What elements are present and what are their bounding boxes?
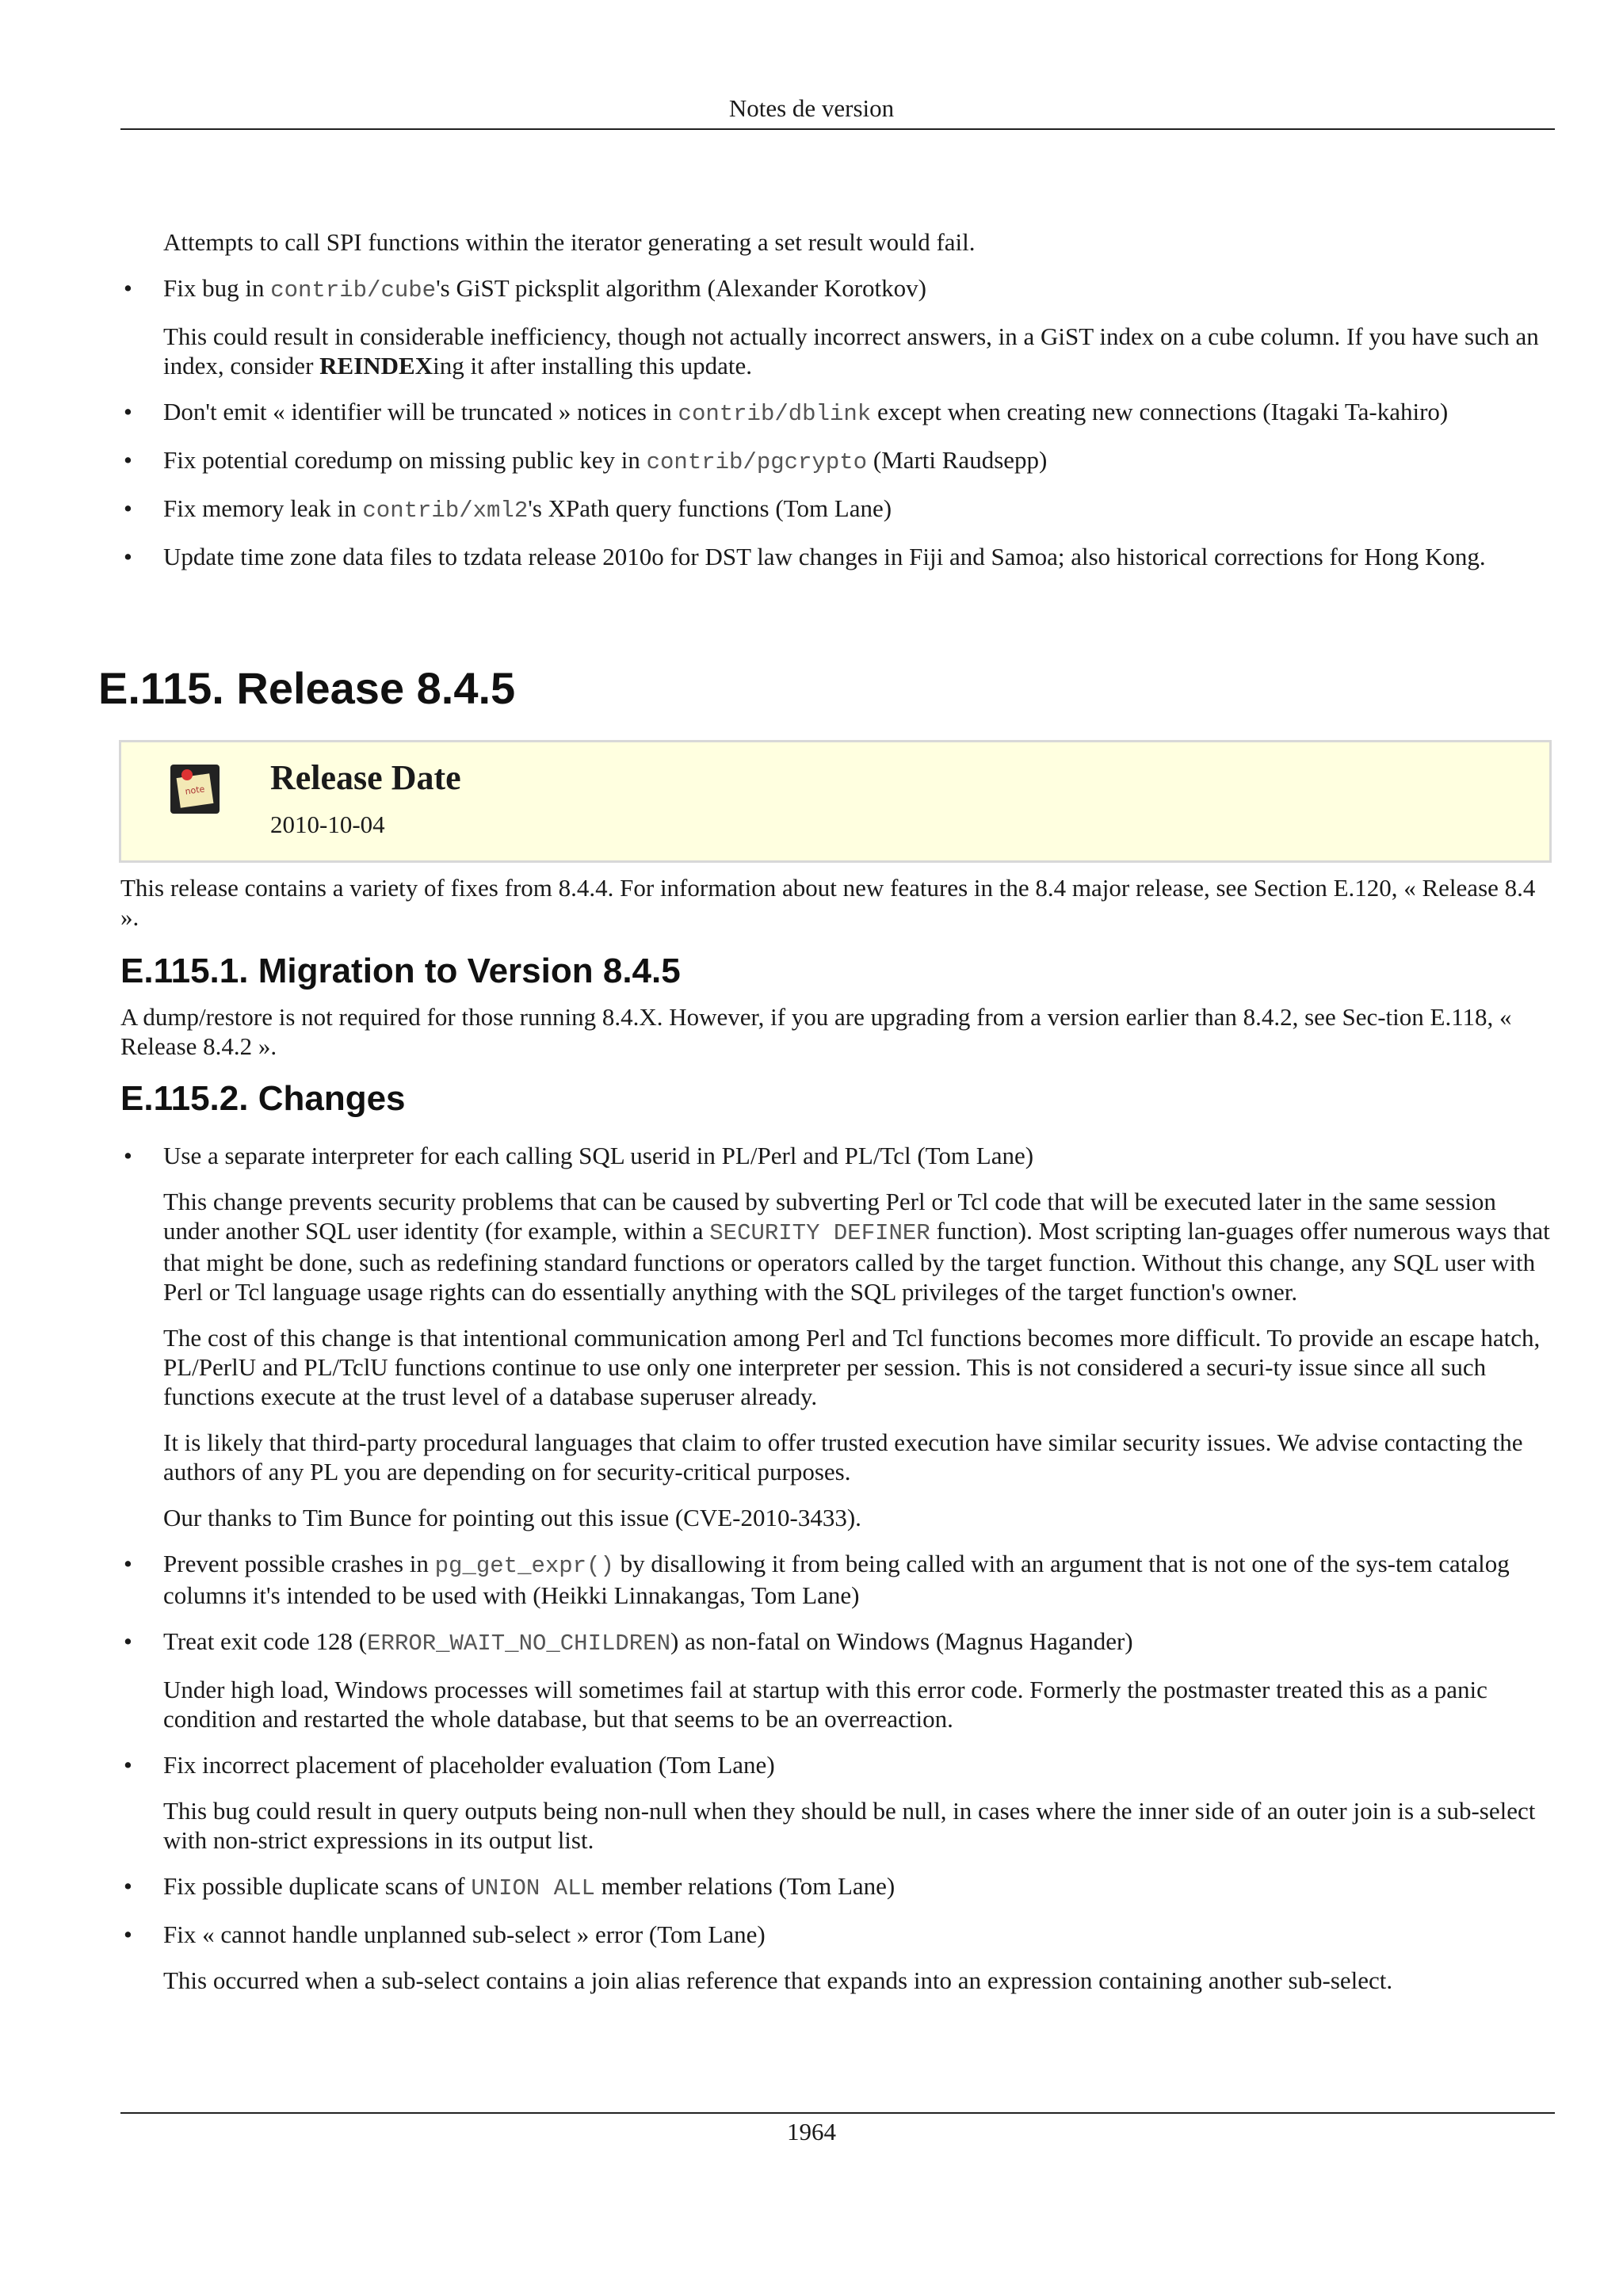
migration-text: A dump/restore is not required for those running 8.4.X. However, if you are upgrading from a version earlier than 8.4.2, see Sec-tion E.118, « Release 8.4.2 ». (120, 1003, 1512, 1060)
note-title: Release Date (270, 758, 461, 797)
release-date: 2010-10-04 (270, 810, 385, 838)
list-item-detail: This bug could result in query outputs being non-null when they should be null, in cases where the inner side of an outer join is a sub-select with non-strict expressions in its output list. (163, 1797, 1536, 1854)
bullet: • (124, 274, 132, 302)
release-body (120, 873, 1555, 2012)
list-item-detail: Under high load, Windows processes will sometimes fail at startup with this error code. Formerly the postmaster treated this as a panic condition and restarted the whole database, but that seems to be an overreaction. (163, 1676, 1487, 1733)
code-ref: SECURITY DEFINER (709, 1220, 930, 1246)
footer-rule (120, 2112, 1555, 2114)
release-intro: This release contains a variety of fixes from 8.4.4. For information about new features in the 8.4 major release, see Section E.120, « Release 8.4 ». (120, 874, 1536, 931)
release-date-note (119, 740, 1552, 863)
migration-heading: E.115.1. Migration to Version 8.4.5 (120, 952, 681, 990)
code-ref: contrib/dblink (678, 401, 872, 427)
list-item: • Prevent possible crashes in pg_get_expr() by disallowing it from being called with an argument that is not one of the sys-tem catalog columns it's intended to be used with (Heikki Linnakangas, Tom Lane) (124, 1550, 1510, 1609)
bullet: • (124, 1872, 132, 1900)
note-icon: note (170, 765, 220, 814)
bullet: • (124, 494, 132, 522)
list-item: • Use a separate interpreter for each calling SQL userid in PL/Perl and PL/Tcl (Tom Lane) (124, 1142, 1034, 1169)
list-item: • Fix incorrect placement of placeholder evaluation (Tom Lane) (124, 1751, 775, 1779)
bullet: • (124, 1920, 132, 1948)
bullet: • (124, 543, 132, 570)
release-heading: E.115. Release 8.4.5 (98, 663, 516, 713)
list-item: • Fix memory leak in contrib/xml2's XPath query functions (Tom Lane) (124, 494, 892, 524)
running-header: Notes de version (728, 94, 895, 122)
bullet: • (124, 1627, 132, 1655)
list-item: • Fix bug in contrib/cube's GiST picksplit algorithm (Alexander Korotkov) (124, 274, 926, 303)
list-item-detail: This change prevents security problems that can be caused by subverting Perl or Tcl code that will be executed later in the same session under another SQL user identity (for example, within a SECURITY DEFINER function). Most scripting lan-guages offer numerous ways that that might be done, such as redefining standard functions or operators called by the target function. Without this change, any SQL user with Perl or Tcl language usage rights can do essentially anything with the SQL privileges of the target function's owner. (163, 1188, 1550, 1306)
page-number: 1964 (787, 2118, 836, 2145)
list-item: • Fix « cannot handle unplanned sub-select » error (Tom Lane) (124, 1920, 766, 1948)
bullet: • (124, 1751, 132, 1779)
top-section (120, 227, 1555, 588)
code-ref: pg_get_expr() (434, 1553, 614, 1579)
code-ref: ERROR_WAIT_NO_CHILDREN (367, 1630, 671, 1657)
list-item-detail: It is likely that third-party procedural languages that claim to offer trusted execution have similar security issues. We advise contacting the authors of any PL you are depending on for security-critical purposes. (163, 1428, 1523, 1486)
list-item-detail: This could result in considerable inefficiency, though not actually incorrect answers, in a GiST index on a cube column. If you have such an index, consider REINDEXing it after installing this update. (163, 322, 1539, 379)
code-ref: contrib/cube (270, 277, 437, 303)
list-item-detail: This occurred when a sub-select contains a join alias reference that expands into an expression containing another sub-select. (163, 1966, 1393, 1994)
list-item-detail: Our thanks to Tim Bunce for pointing out this issue (CVE-2010-3433). (163, 1504, 861, 1531)
bullet: • (124, 446, 132, 474)
list-item: • Update time zone data files to tzdata release 2010o for DST law changes in Fiji and Samoa; also historical corrections for Hong Kong. (124, 543, 1486, 570)
header-rule (120, 128, 1555, 130)
list-item: • Treat exit code 128 (ERROR_WAIT_NO_CHILDREN) as non-fatal on Windows (Magnus Hagander) (124, 1627, 1133, 1657)
bullet: • (124, 1142, 132, 1169)
code-ref: contrib/xml2 (362, 498, 529, 524)
bullet: • (124, 398, 132, 425)
list-item-detail: The cost of this change is that intentional communication among Perl and Tcl functions becomes more difficult. To provide an escape hatch, PL/PerlU and PL/TclU functions continue to use only one interpreter per session. This is not considered a securi-ty issue since all such functions execute at the trust level of a database superuser already. (163, 1324, 1541, 1410)
code-ref: UNION ALL (471, 1875, 595, 1901)
changes-heading: E.115.2. Changes (120, 1079, 406, 1118)
bullet: • (124, 1550, 132, 1577)
code-ref: contrib/pgcrypto (646, 449, 868, 475)
list-item: • Fix potential coredump on missing public key in contrib/pgcrypto (Marti Raudsepp) (124, 446, 1048, 475)
list-item: • Don't emit « identifier will be truncated » notices in contrib/dblink except when creating new connections (Itagaki Ta-kahiro) (124, 398, 1449, 427)
continuation-text: Attempts to call SPI functions within the iterator generating a set result would fail. (163, 228, 976, 256)
list-item: • Fix possible duplicate scans of UNION ALL member relations (Tom Lane) (124, 1872, 896, 1901)
